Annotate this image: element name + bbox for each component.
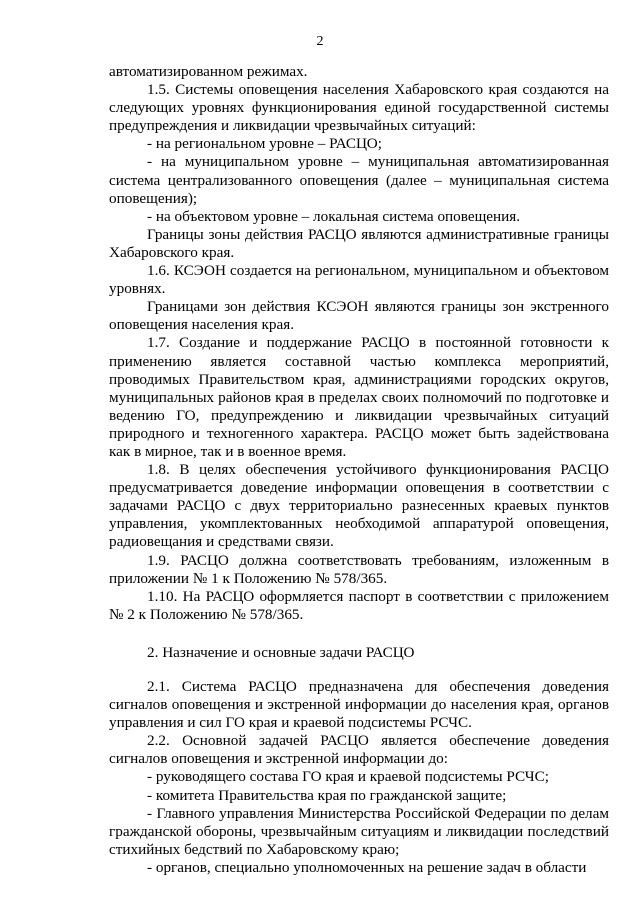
list-item-main-directorate: - Главного управления Министерства Российской Федерации по делам гражданской обороны, чрезвычайным ситуациям и ликвидации последствий стихийных бедствий по Хабаровскому краю; (109, 804, 609, 858)
paragraph-rasco-borders: Границы зоны действия РАСЦО являются административные границы Хабаровского края. (109, 225, 609, 261)
paragraph-1-8: 1.8. В целях обеспечения устойчивого функционирования РАСЦО предусматривается доведение информации оповещения в соответствии с задачами РАСЦО с двух территориально разнесенных краевых пунктов управления, укомплектованных необходимой аппаратурой оповещения, радиовещания и средствами связи. (109, 461, 609, 551)
page-number: 2 (316, 34, 324, 49)
paragraph-kseon-borders: Границами зон действия КСЭОН являются границы зон экстренного оповещения населения края. (109, 298, 609, 334)
list-item-committee: - комитета Правительства края по гражданской защите; (147, 786, 507, 804)
paragraph-1-5: 1.5. Системы оповещения населения Хабаровского края создаются на следующих уровнях функционирования единой государственной системы предупреждения и ликвидации чрезвычайных ситуаций: (109, 81, 609, 135)
list-item-authorized-bodies: - органов, специально уполномоченных на решение задач в области (147, 858, 587, 876)
list-item-object: - на объектовом уровне – локальная система оповещения. (147, 207, 521, 225)
list-item-leadership: - руководящего состава ГО края и краевой подсистемы РСЧС; (147, 768, 550, 786)
paragraph-1-10: 1.10. На РАСЦО оформляется паспорт в соответствии с приложением № 2 к Положению № 578/365. (109, 587, 609, 623)
list-item-regional: - на региональном уровне – РАСЦО; (147, 135, 382, 153)
paragraph-2-1: 2.1. Система РАСЦО предназначена для обеспечения доведения сигналов оповещения и экстренной информации до населения края, органов управления и сил ГО края и краевой подсистемы РСЧС. (109, 678, 609, 732)
paragraph-1-6: 1.6. КСЭОН создается на региональном, муниципальном и объектовом уровнях. (109, 262, 609, 298)
paragraph-1-7: 1.7. Создание и поддержание РАСЦО в постоянной готовности к применению является составной частью комплекса мероприятий, проводимых Правительством края, администрациями городских округов, муниципальных районов края в пределах своих полномочий по подготовке и ведению ГО, предупреждению и ликвидации чрезвычайных ситуаций природного и техногенного характера. РАСЦО может быть задействована как в мирное, так и в военное время. (109, 334, 609, 460)
document-body (109, 63, 609, 877)
section-heading: 2. Назначение и основные задачи РАСЦО (147, 643, 415, 661)
paragraph-2-2: 2.2. Основной задачей РАСЦО является обеспечение доведения сигналов оповещения и экстренной информации до: (109, 732, 609, 768)
paragraph-1-9: 1.9. РАСЦО должна соответствовать требованиям, изложенным в приложении № 1 к Положению № 578/365. (109, 551, 609, 587)
paragraph: автоматизированном режимах. (109, 63, 308, 80)
list-item-municipal: - на муниципальном уровне – муниципальная автоматизированная система централизованного оповещения (далее – муниципальная система оповещения); (109, 153, 609, 207)
